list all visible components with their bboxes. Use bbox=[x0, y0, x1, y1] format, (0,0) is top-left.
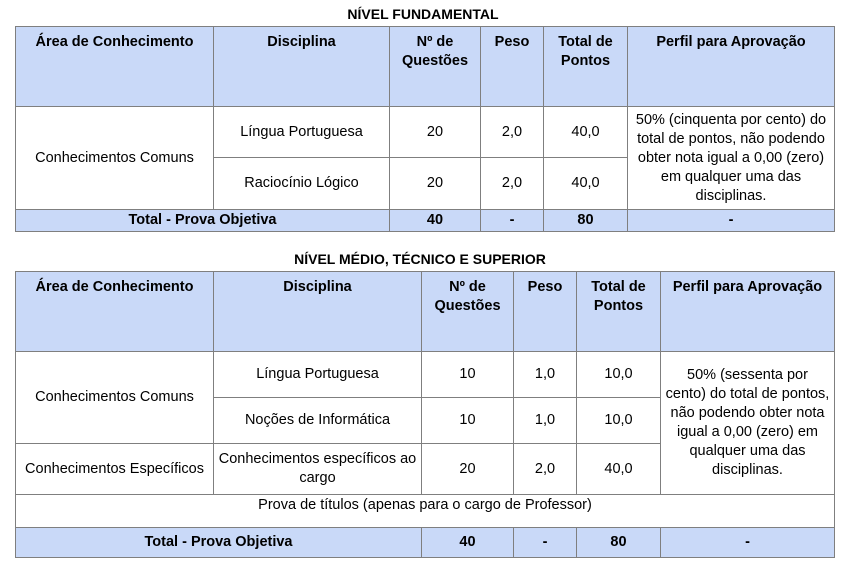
header-questoes: Nº de Questões bbox=[422, 272, 514, 352]
total-pontos: 80 bbox=[577, 528, 661, 558]
perfil-cell: 50% (cinquenta por cento) do total de pontos, não podendo obter nota igual a 0,00 (zero) em qualquer uma das disciplinas. bbox=[628, 107, 835, 210]
total-row bbox=[16, 528, 835, 558]
header-questoes: Nº de Questões bbox=[390, 27, 481, 107]
fundamental-title: NÍVEL FUNDAMENTAL bbox=[347, 6, 499, 22]
pontos-cell: 10,0 bbox=[577, 398, 661, 444]
header-pontos: Total de Pontos bbox=[577, 272, 661, 352]
total-questoes: 40 bbox=[390, 210, 481, 232]
disciplina-cell: Noções de Informática bbox=[214, 398, 422, 444]
header-perfil: Perfil para Aprovação bbox=[661, 272, 835, 352]
table-row bbox=[16, 352, 835, 398]
titulos-row bbox=[16, 495, 835, 528]
disciplina-cell: Raciocínio Lógico bbox=[214, 158, 390, 210]
total-row bbox=[16, 210, 835, 232]
questoes-cell: 20 bbox=[390, 107, 481, 158]
medio-table bbox=[15, 271, 835, 558]
peso-cell: 1,0 bbox=[514, 398, 577, 444]
pontos-cell: 40,0 bbox=[544, 107, 628, 158]
area-cell: Conhecimentos Comuns bbox=[16, 352, 214, 444]
area-cell: Conhecimentos Específicos bbox=[16, 444, 214, 495]
disciplina-cell: Conhecimentos específicos ao cargo bbox=[214, 444, 422, 495]
total-questoes: 40 bbox=[422, 528, 514, 558]
table-row bbox=[16, 107, 835, 158]
questoes-cell: 10 bbox=[422, 398, 514, 444]
header-peso: Peso bbox=[514, 272, 577, 352]
questoes-cell: 20 bbox=[422, 444, 514, 495]
disciplina-cell: Língua Portuguesa bbox=[214, 352, 422, 398]
disciplina-cell: Língua Portuguesa bbox=[214, 107, 390, 158]
fundamental-table bbox=[15, 26, 835, 232]
header-disciplina: Disciplina bbox=[214, 27, 390, 107]
total-label: Total - Prova Objetiva bbox=[16, 528, 422, 558]
peso-cell: 1,0 bbox=[514, 352, 577, 398]
header-area: Área de Conhecimento bbox=[16, 272, 214, 352]
pontos-cell: 10,0 bbox=[577, 352, 661, 398]
header-pontos: Total de Pontos bbox=[544, 27, 628, 107]
header-disciplina: Disciplina bbox=[214, 272, 422, 352]
peso-cell: 2,0 bbox=[481, 158, 544, 210]
peso-cell: 2,0 bbox=[481, 107, 544, 158]
total-perfil: - bbox=[661, 528, 835, 558]
pontos-cell: 40,0 bbox=[577, 444, 661, 495]
titulos-cell: Prova de títulos (apenas para o cargo de Professor) bbox=[16, 495, 835, 528]
total-pontos: 80 bbox=[544, 210, 628, 232]
perfil-cell: 50% (sessenta por cento) do total de pontos, não podendo obter nota igual a 0,00 (zero) em qualquer uma das disciplinas. bbox=[661, 352, 835, 495]
pontos-cell: 40,0 bbox=[544, 158, 628, 210]
total-label: Total - Prova Objetiva bbox=[16, 210, 390, 232]
total-perfil: - bbox=[628, 210, 835, 232]
total-peso: - bbox=[514, 528, 577, 558]
peso-cell: 2,0 bbox=[514, 444, 577, 495]
header-area: Área de Conhecimento bbox=[16, 27, 214, 107]
header-peso: Peso bbox=[481, 27, 544, 107]
area-cell: Conhecimentos Comuns bbox=[16, 107, 214, 210]
total-peso: - bbox=[481, 210, 544, 232]
questoes-cell: 20 bbox=[390, 158, 481, 210]
medio-title: NÍVEL MÉDIO, TÉCNICO E SUPERIOR bbox=[294, 251, 546, 267]
questoes-cell: 10 bbox=[422, 352, 514, 398]
header-perfil: Perfil para Aprovação bbox=[628, 27, 835, 107]
